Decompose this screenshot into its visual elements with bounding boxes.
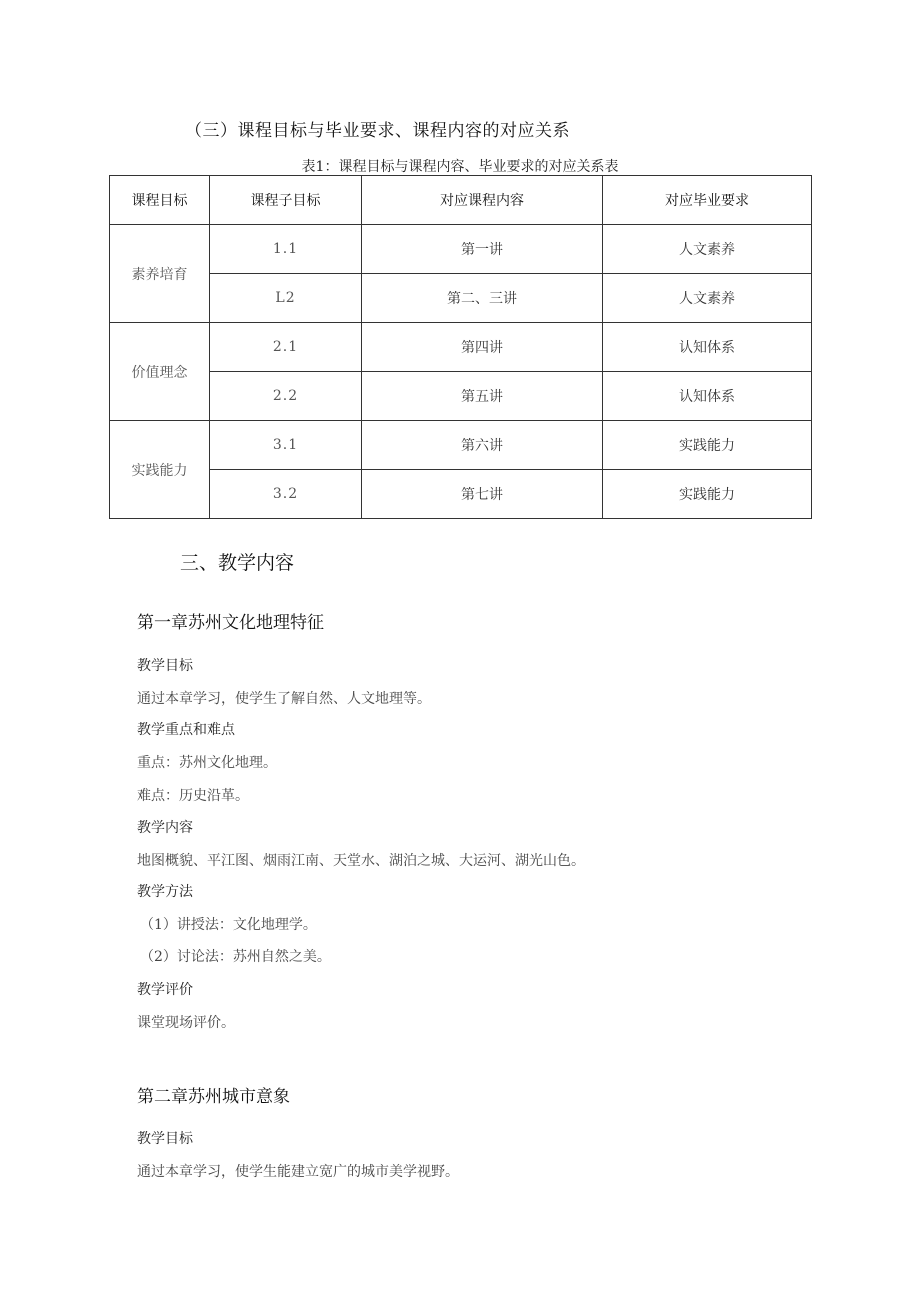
requirement-cell: 实践能力 xyxy=(603,470,812,519)
content-cell: 第二、三讲 xyxy=(362,274,603,323)
requirement-cell: 人文素养 xyxy=(603,225,812,274)
header-content: 对应课程内容 xyxy=(362,176,603,225)
subgoal-cell: 2.1 xyxy=(210,323,362,372)
chapter1-eval-text: 课堂现场评价。 xyxy=(137,1015,235,1031)
subgoal-cell: 1.1 xyxy=(210,225,362,274)
subgoal-cell: L2 xyxy=(210,274,362,323)
table-row xyxy=(110,470,812,519)
chapter1-content-text: 地图概貌、平江图、烟雨江南、天堂水、湖泊之城、大运河、湖光山色。 xyxy=(137,853,585,869)
content-cell: 第五讲 xyxy=(362,372,603,421)
header-subgoal: 课程子目标 xyxy=(210,176,362,225)
chapter1-key-label: 教学重点和难点 xyxy=(137,722,235,738)
chapter1-method-label: 教学方法 xyxy=(137,884,193,900)
table-row xyxy=(110,421,812,470)
requirement-cell: 认知体系 xyxy=(603,372,812,421)
goal-cell: 价值理念 xyxy=(110,323,210,421)
chapter2-goal-text: 通过本章学习，使学生能建立宽广的城市美学视野。 xyxy=(137,1164,459,1180)
header-requirement: 对应毕业要求 xyxy=(603,176,812,225)
content-cell: 第四讲 xyxy=(362,323,603,372)
chapter1-content-label: 教学内容 xyxy=(137,820,193,836)
table-caption: 表1：课程目标与课程内容、毕业要求的对应关系表 xyxy=(301,159,619,175)
requirement-cell: 认知体系 xyxy=(603,323,812,372)
goal-cell: 素养培育 xyxy=(110,225,210,323)
table-row xyxy=(110,274,812,323)
chapter1-key-point: 重点：苏州文化地理。 xyxy=(137,755,277,771)
content-cell: 第六讲 xyxy=(362,421,603,470)
table-row xyxy=(110,323,812,372)
requirement-cell: 人文素养 xyxy=(603,274,812,323)
goal-cell: 实践能力 xyxy=(110,421,210,519)
chapter2-title: 第二章苏州城市意象 xyxy=(137,1087,290,1107)
chapter2-goal-label: 教学目标 xyxy=(137,1131,193,1147)
header-goal: 课程目标 xyxy=(110,176,210,225)
chapter1-goal-text: 通过本章学习，使学生了解自然、人文地理等。 xyxy=(137,691,431,707)
requirement-cell: 实践能力 xyxy=(603,421,812,470)
table-row xyxy=(110,225,812,274)
chapter1-eval-label: 教学评价 xyxy=(137,982,193,998)
chapter1-goal-label: 教学目标 xyxy=(137,658,193,674)
chapter1-difficult-point: 难点：历史沿革。 xyxy=(137,788,249,804)
content-cell: 第七讲 xyxy=(362,470,603,519)
section-subheading: （三）课程目标与毕业要求、课程内容的对应关系 xyxy=(185,121,570,141)
mapping-table xyxy=(109,175,812,519)
subgoal-cell: 2.2 xyxy=(210,372,362,421)
subgoal-cell: 3.1 xyxy=(210,421,362,470)
chapter1-method-2: （2）讨论法：苏州自然之美。 xyxy=(140,949,331,965)
subgoal-cell: 3.2 xyxy=(210,470,362,519)
table-header-row xyxy=(110,176,812,225)
chapter1-method-1: （1）讲授法：文化地理学。 xyxy=(140,917,317,933)
content-cell: 第一讲 xyxy=(362,225,603,274)
table-row xyxy=(110,372,812,421)
main-heading: 三、教学内容 xyxy=(180,552,295,574)
chapter1-title: 第一章苏州文化地理特征 xyxy=(137,613,324,633)
